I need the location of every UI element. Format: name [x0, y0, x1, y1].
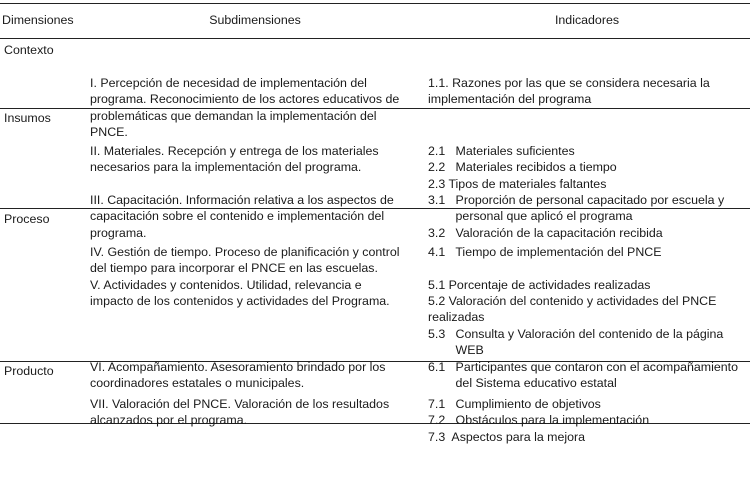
rule-top	[0, 3, 750, 4]
header-indicadores: Indicadores	[554, 13, 620, 27]
row-insumos-dimension: Insumos	[4, 111, 51, 125]
row-insumos-indicators: 2.1 Materiales suficientes 2.2 Materiales recibidos a tiempo 2.3 Tipos de materiales faltantes 3.1 Proporción de personal capacitado por escuela y personal que aplicó el programa 3.2 Valoración de la capacitación recibida	[428, 143, 725, 240]
rule-header	[0, 38, 750, 39]
row-contexto-dimension: Contexto	[4, 43, 54, 57]
row-producto-subdimension: VII. Valoración del PNCE. Valoración de los resultados alcanzados por el programa.	[90, 396, 390, 428]
row-contexto-subdimension: I. Percepción de necesidad de implementación del programa. Reconocimiento de los actores educativos de problemáticas que demandan la implementación del PNCE.	[90, 75, 400, 140]
row-proceso-subdimension: IV. Gestión de tiempo. Proceso de planificación y control del tiempo para incorporar el PNCE en las escuelas. V. Actividades y contenidos. Utilidad, relevancia e impacto de los contenidos y actividades del Programa. VI. Acompañamiento. Asesoramiento brindado por los coordinadores estatales o municipales.	[90, 244, 400, 391]
header-dimensiones: Dimensiones	[2, 13, 74, 27]
row-proceso-dimension: Proceso	[4, 212, 50, 226]
header-subdimensiones: Subdimensiones	[209, 13, 301, 27]
row-proceso-indicators: 4.1 Tiempo de implementación del PNCE 5.1 Porcentaje de actividades realizadas 5.2 Valoración del contenido y actividades del PNCE realizadas 5.3 Consulta y Valoración del contenido de la página WEB 6.1 Participantes que contaron con el acompañamiento del Sistema educativo estatal	[428, 244, 738, 391]
row-producto-dimension: Producto	[4, 364, 54, 378]
row-producto-indicators: 7.1 Cumplimiento de objetivos 7.2 Obstáculos para la implementación 7.3 Aspectos para la mejora	[428, 396, 650, 444]
row-insumos-subdimension: II. Materiales. Recepción y entrega de los materiales necesarios para la implementación del programa. III. Capacitación. Información relativa a los aspectos de capacitación sobre el contenido e implementación del programa.	[90, 143, 394, 240]
row-contexto-indicators: 1.1. Razones por las que se considera necesaria la implementación del programa	[428, 75, 710, 107]
